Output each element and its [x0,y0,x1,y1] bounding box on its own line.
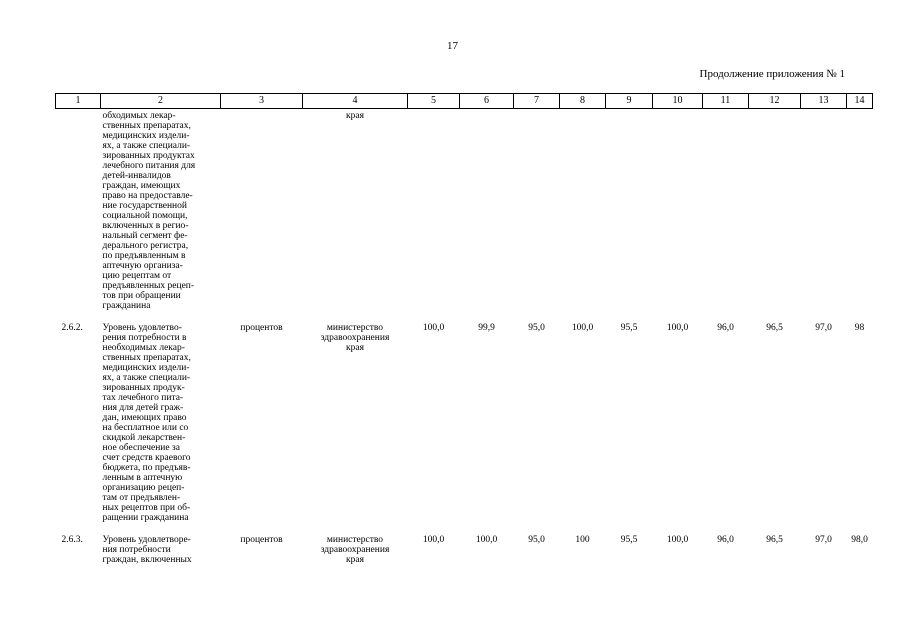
value-cell [560,109,606,320]
responsible-line: края [346,555,364,565]
table-row [56,109,873,320]
description-line: ных рецептов при об- [102,503,191,513]
responsible-line: министерство [326,323,384,333]
header-cell: 14 [847,94,873,109]
description-line: Уровень удовлетво- [102,323,182,333]
value-cell: 95,5 [620,535,638,545]
description-line: граждан, включенных [102,555,192,565]
row-unit: процентов [240,323,283,333]
value-cell: 99,9 [478,323,495,333]
description-line: детей-инвалидов [102,171,171,181]
row-description [101,109,221,320]
header-cell: 8 [560,94,606,109]
row-code: 2.6.2. [61,323,83,333]
description-line: предъявленных рецеп- [102,281,195,291]
description-line: организацию рецеп- [102,483,185,493]
row-code [56,109,101,320]
value-cell [460,109,514,320]
row-unit: процентов [240,535,283,545]
value-cell: 100,0 [422,323,445,333]
table-row [56,319,873,531]
description-line: ях, а также специали- [102,141,191,151]
description-line: ственных препаратах, [102,353,191,363]
description-line: по предъявленным в [102,251,186,261]
responsible-line: здравоохранения [320,333,390,343]
value-cell: 96,0 [717,323,734,333]
description-line: скидкой лекарствен- [102,433,186,443]
description-line: необходимых лекар- [102,343,185,353]
description-line: ственных препаратах, [102,121,191,131]
header-cell: 10 [653,94,703,109]
value-cell [653,109,703,320]
header-cell: 2 [101,94,221,109]
description-line: обходимых лекар- [102,111,176,121]
value-cell: 95,0 [528,535,545,545]
description-line: на бесплатное или со [102,423,189,433]
value-cell: 100,0 [666,323,689,333]
value-cell: 100,0 [666,535,689,545]
description-line: граждан, имеющих [102,181,181,191]
description-line: право на предоставле- [102,191,193,201]
description-line: ное обеспечение за [102,443,180,453]
description-line: ния для детей граж- [102,403,184,413]
responsible-line: здравоохранения [320,545,390,555]
description-line: аптечную организа- [102,261,183,271]
description-line: цию рецептам от [102,271,172,281]
value-cell [606,109,653,320]
value-cell: 98 [854,323,865,333]
value-cell [408,109,460,320]
value-cell: 97,0 [815,535,832,545]
description-line: дан, имеющих право [102,413,187,423]
page-number: 17 [447,40,458,52]
description-line: включенных в регио- [102,221,189,231]
header-cell: 13 [801,94,847,109]
value-cell: 95,5 [620,323,638,333]
value-cell: 98,0 [851,535,868,545]
description-line: гражданина [102,301,151,311]
header-cell: 12 [749,94,801,109]
description-line: ях, а также специали- [102,373,191,383]
description-line: медицинских издели- [102,131,190,141]
description-line: Уровень удовлетворе- [102,535,191,545]
description-line: ние государственной [102,201,187,211]
header-cell: 11 [703,94,749,109]
value-cell: 100,0 [571,323,594,333]
header-cell: 5 [408,94,460,109]
header-cell: 3 [221,94,303,109]
value-cell: 100,0 [475,535,498,545]
description-line: тов при обращении [102,291,181,301]
header-cell: 4 [303,94,408,109]
header-row [56,94,873,109]
responsible-line: министерство [326,535,384,545]
description-line: там от предъявлен- [102,493,181,503]
value-cell: 100 [575,535,590,545]
responsible-line: края [346,343,364,353]
header-cell: 7 [514,94,560,109]
data-table [55,93,873,573]
description-line: тах лечебного пита- [102,393,184,403]
description-line: дерального регистра, [102,241,189,251]
value-cell: 100,0 [422,535,445,545]
description-line: ния потребности [102,545,171,555]
row-code: 2.6.3. [61,535,83,545]
row-responsible [303,319,408,531]
header-cell: 9 [606,94,653,109]
row-description [101,319,221,531]
data-table-wrapper [55,93,872,573]
row-unit [221,109,303,320]
responsible-line: края [346,111,364,121]
value-cell [847,109,873,320]
row-responsible [303,109,408,320]
value-cell: 97,0 [815,323,832,333]
table-row [56,531,873,573]
header-cell: 6 [460,94,514,109]
value-cell [749,109,801,320]
value-cell: 96,0 [717,535,734,545]
table-body [56,109,873,574]
description-line: зированных продуктах [102,151,195,161]
description-line: ращении гражданина [102,513,189,523]
value-cell: 96,5 [766,323,783,333]
description-line: бюджета, по предъяв- [102,463,191,473]
description-line: нальный сегмент фе- [102,231,188,241]
description-line: медицинских издели- [102,363,190,373]
description-line: зированных продук- [102,383,185,393]
value-cell: 95,0 [528,323,545,333]
row-responsible [303,531,408,573]
description-line: рения потребности в [102,333,187,343]
description-line: счет средств краевого [102,453,191,463]
row-description [101,531,221,573]
continuation-label: Продолжение приложения № 1 [699,68,845,80]
value-cell [801,109,847,320]
description-line: ленным в аптечную [102,473,183,483]
value-cell [514,109,560,320]
value-cell [703,109,749,320]
value-cell: 96,5 [766,535,783,545]
header-cell: 1 [56,94,101,109]
description-line: социальной помощи, [102,211,188,221]
description-line: лечебного питания для [102,161,196,171]
